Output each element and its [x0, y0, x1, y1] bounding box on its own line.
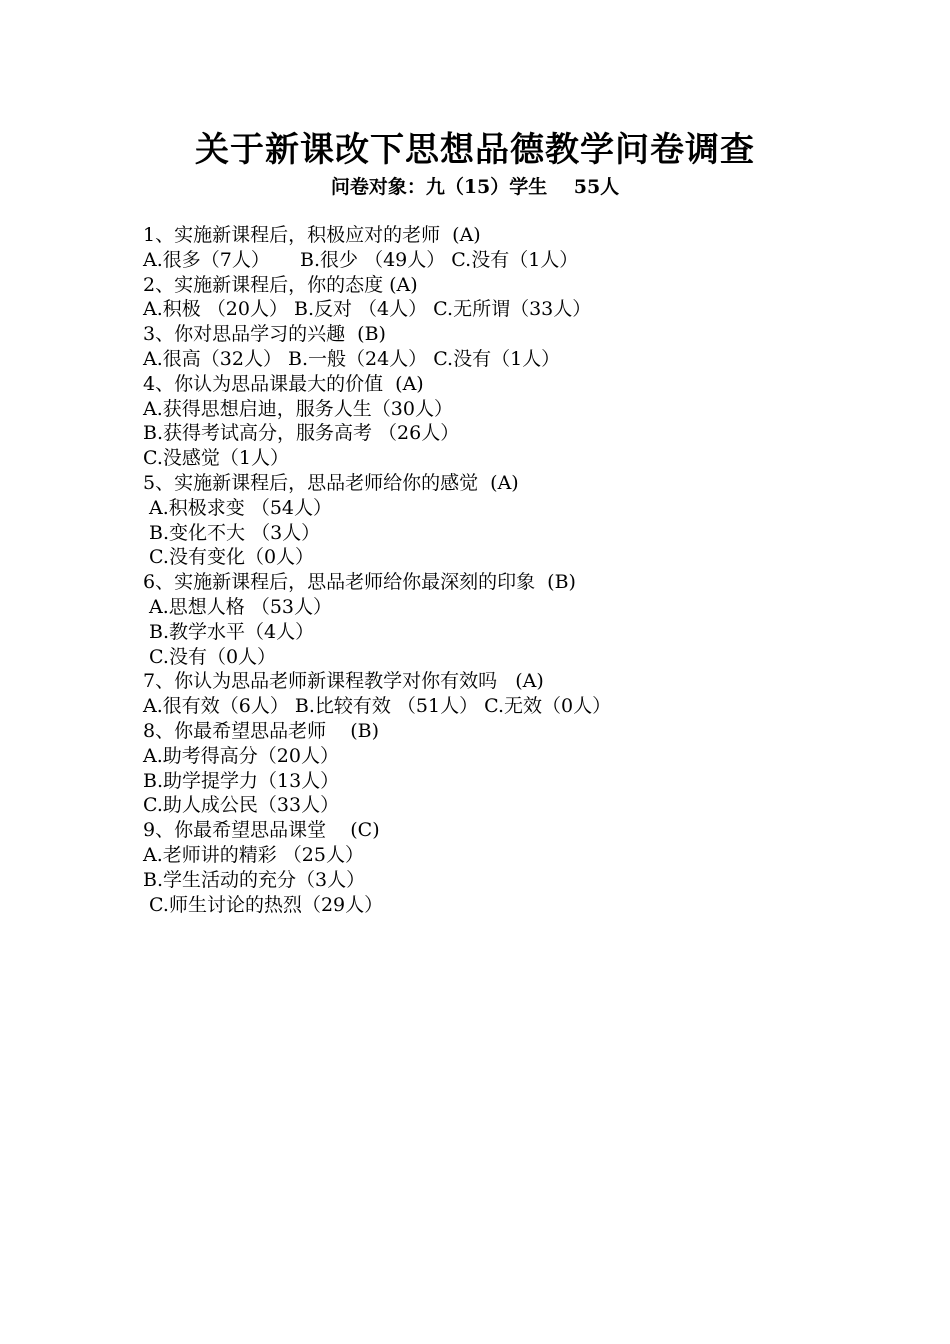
question-9: 9、你最希望思品课堂 (C)	[143, 819, 380, 842]
survey-body	[143, 223, 843, 917]
answer-option-4c: C.没感觉（1人）	[143, 447, 289, 470]
document-title: 关于新课改下思想品德教学问卷调查	[195, 130, 755, 170]
question-6: 6、实施新课程后，思品老师给你最深刻的印象 (B)	[143, 571, 576, 594]
answer-option-5c: C.没有变化（0人）	[143, 546, 315, 569]
answer-option-8b: B.助学提学力（13人）	[143, 769, 340, 792]
answer-option-9a: A.老师讲的精彩 （25人）	[143, 843, 364, 866]
question-1: 1、实施新课程后，积极应对的老师 (A)	[143, 224, 481, 246]
document-subtitle: 问卷对象：九（15）学生 55人	[330, 176, 620, 198]
question-3: 3、你对思品学习的兴趣 (B)	[143, 323, 386, 346]
question-8: 8、你最希望思品老师 (B)	[143, 719, 380, 742]
question-7: 7、你认为思品老师新课程教学对你有效吗 (A)	[143, 670, 544, 693]
answer-option-4b: B.获得考试高分，服务高考 （26人）	[143, 422, 460, 445]
answer-option-8a: A.助考得高分（20人）	[143, 744, 339, 767]
answer-option-6a: A.思想人格 （53人）	[143, 595, 333, 618]
answer-line-1: A.很多（7人） B.很少 （49人） C.没有（1人）	[143, 248, 579, 271]
answer-line-7: A.很有效（6人） B.比较有效 （51人） C.无效（0人）	[143, 695, 612, 718]
answer-option-8c: C.助人成公民（33人）	[143, 794, 340, 817]
answer-line-3: A.很高（32人） B.一般（24人） C.没有（1人）	[143, 347, 561, 370]
answer-option-9b: B.学生活动的充分（3人）	[143, 868, 366, 891]
answer-option-6b: B.教学水平（4人）	[143, 620, 315, 643]
answer-option-6c: C.没有（0人）	[143, 645, 277, 668]
question-4: 4、你认为思品课最大的价值 (A)	[143, 372, 424, 395]
answer-option-5b: B.变化不大 （3人）	[143, 521, 321, 544]
question-5: 5、实施新课程后，思品老师给你的感觉 (A)	[143, 471, 519, 494]
answer-line-2: A.积极 （20人） B.反对 （4人） C.无所谓（33人）	[143, 298, 592, 321]
answer-option-5a: A.积极求变 （54人）	[143, 496, 333, 519]
question-2: 2、实施新课程后，你的态度 (A)	[143, 273, 418, 296]
answer-option-4a: A.获得思想启迪，服务人生（30人）	[143, 397, 453, 420]
answer-option-9c: C.师生讨论的热烈（29人）	[143, 893, 384, 916]
